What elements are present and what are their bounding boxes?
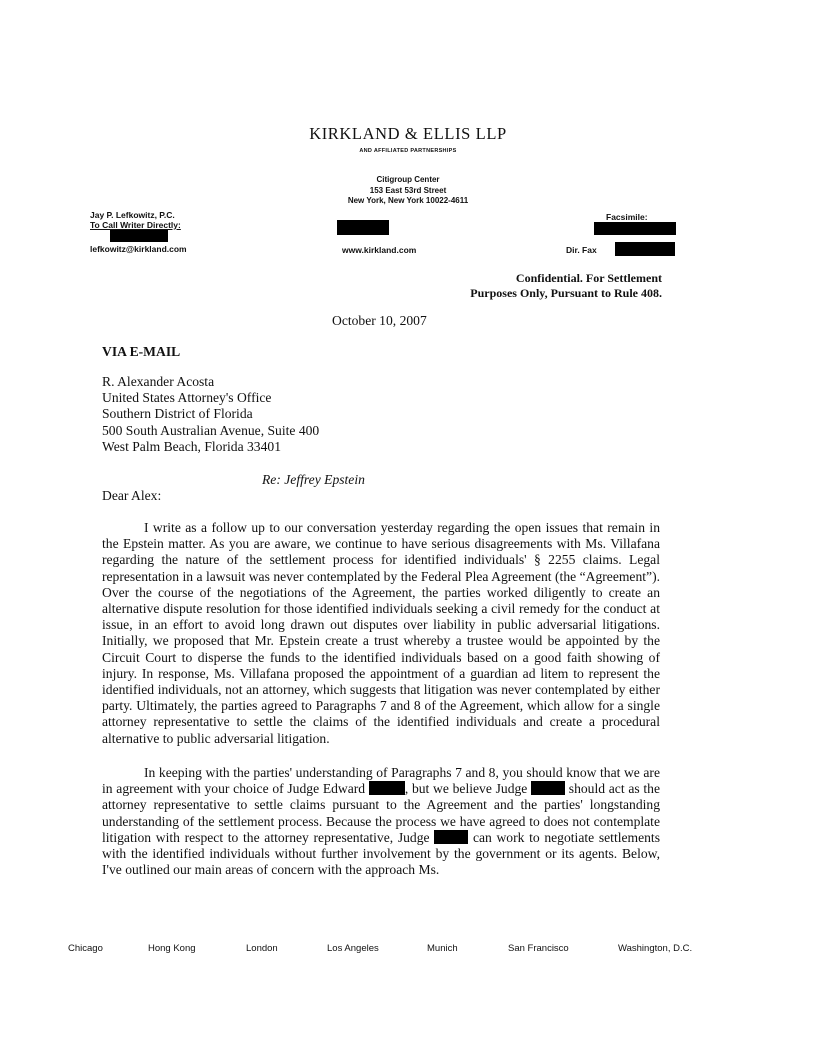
confidential-line: Purposes Only, Pursuant to Rule 408. xyxy=(470,286,662,300)
body-paragraph-1 xyxy=(102,520,660,747)
redacted-judge-name xyxy=(434,830,468,844)
sender-name: Jay P. Lefkowitz, P.C. xyxy=(90,210,175,220)
re-line: Re: Jeffrey Epstein xyxy=(262,472,365,487)
address-line: Citigroup Center xyxy=(376,175,440,184)
redacted-main-phone xyxy=(337,220,389,235)
firm-affiliation: AND AFFILIATED PARTNERSHIPS xyxy=(359,148,457,154)
recipient-line: Southern District of Florida xyxy=(102,406,253,422)
paragraph-segment: In keeping with the parties' understanding of Paragraphs 7 and 8, you should know that we are in agreement with your choice of Judge Edward xyxy=(102,765,660,797)
paragraph-segment: , but we believe Judge xyxy=(404,781,528,797)
footer-city: Los Angeles xyxy=(327,943,379,954)
recipient-line: United States Attorney's Office xyxy=(102,390,272,406)
footer-city: Chicago xyxy=(68,943,103,954)
salutation: Dear Alex: xyxy=(102,488,162,503)
direct-dial-label: To Call Writer Directly: xyxy=(90,220,181,230)
footer-city: Hong Kong xyxy=(148,943,196,954)
firm-address xyxy=(0,175,816,207)
footer-city: Munich xyxy=(427,943,458,954)
paragraph-text: I write as a follow up to our conversation yesterday regarding the open issues that remain in the Epstein matter. As you are aware, we continue to have serious disagreements with Ms. Villafana regarding the nature of the settlement process for identified individuals' § 2255 claims. Legal representation in a lawsuit was never contemplated by the Federal Plea Agreement (the “Agreement”). Over the course of the negotiations of the Agreement, the parties worked diligently to create an alternative dispute resolution for those identified individuals seeking a civil remedy for the conduct at issue, in an effort to avoid long drawn out disputes over liability in public adversarial litigations. Initially, we proposed that Mr. Epstein create a trust whereby a trustee would be appointed by the Circuit Court to disperse the funds to the identified individuals based on a good faith showing of injury. In response, Ms. Villafana proposed the appointment of a guardian ad litem to represent the identified individuals, not an attorney, which suggests that litigation was never contemplated by either party. Ultimately, the parties agreed to Paragraphs 7 and 8 of the Agreement, which allow for a single attorney representative to settle the claims of the identified individuals and create a procedural alternative to public adversarial litigation. xyxy=(102,520,660,746)
confidential-notice xyxy=(400,271,662,301)
footer-city: London xyxy=(246,943,278,954)
recipient-line: 500 South Australian Avenue, Suite 400 xyxy=(102,422,320,438)
address-line: New York, New York 10022-4611 xyxy=(347,196,469,205)
redacted-dir-fax xyxy=(615,242,675,256)
confidential-line: Confidential. For Settlement xyxy=(515,271,662,285)
address-line: 153 East 53rd Street xyxy=(369,185,447,195)
redacted-judge-name xyxy=(369,781,405,795)
footer-city: San Francisco xyxy=(508,943,569,954)
recipient-address xyxy=(102,374,319,455)
facsimile-label: Facsimile: xyxy=(606,212,648,222)
firm-name: KIRKLAND & ELLIS LLP xyxy=(309,124,507,143)
letter-date: October 10, 2007 xyxy=(332,313,427,328)
redacted-phone xyxy=(110,230,168,242)
body-paragraph-2 xyxy=(102,765,660,878)
dir-fax-label: Dir. Fax xyxy=(566,245,597,255)
recipient-line: R. Alexander Acosta xyxy=(102,374,215,389)
paragraph-text xyxy=(102,765,660,878)
sender-email: lefkowitz@kirkland.com xyxy=(90,244,187,254)
recipient-line: West Palm Beach, Florida 33401 xyxy=(102,438,281,454)
paragraph-segment: can work to negotiate settlements with the identified individuals without further involvement by the government or its agents. Below, I've outlined our main areas of concern with the approach Ms. xyxy=(102,829,661,878)
redacted-facsimile xyxy=(594,222,676,235)
delivery-method: VIA E-MAIL xyxy=(102,344,181,359)
website: www.kirkland.com xyxy=(342,245,417,255)
redacted-judge-name xyxy=(531,781,565,795)
paragraph-segment: should act as the attorney representative to settle claims pursuant to the Agreement and the parties' longstanding understanding of the settlement process. Because the process we have agreed to does not contemplate litigation with respect to the attorney representative, Judge xyxy=(102,781,660,845)
footer-city: Washington, D.C. xyxy=(618,943,693,954)
